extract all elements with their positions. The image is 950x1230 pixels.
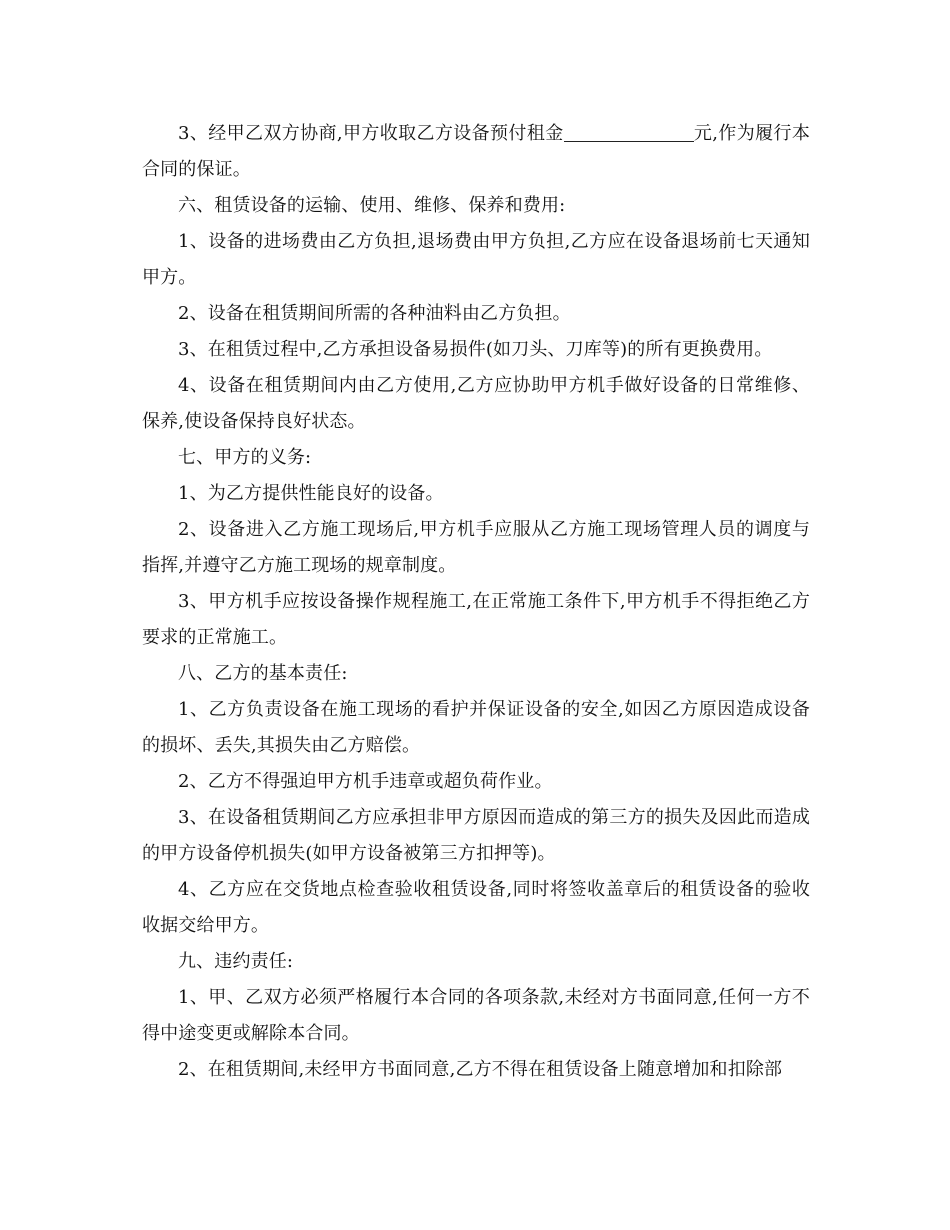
- paragraph: 2、设备进入乙方施工现场后,甲方机手应服从乙方施工现场管理人员的调度与指挥,并遵守乙方施工现场的规章制度。: [142, 519, 810, 576]
- paragraph: 3、甲方机手应按设备操作规程施工,在正常施工条件下,甲方机手不得拒绝乙方要求的正常施工。: [142, 591, 810, 648]
- paragraph-text-pre: 3、经甲乙双方协商,甲方收取乙方设备预付租金: [178, 123, 564, 144]
- paragraph: 4、乙方应在交货地点检查验收租赁设备,同时将签收盖章后的租赁设备的验收收据交给甲方。: [142, 879, 810, 936]
- paragraph: 2、设备在租赁期间所需的各种油料由乙方负担。: [178, 303, 571, 324]
- paragraph: 3、在设备租赁期间乙方应承担非甲方原因而造成的第三方的损失及因此而造成的甲方设备停机损失(如甲方设备被第三方扣押等)。: [142, 807, 810, 864]
- paragraph: 4、设备在租赁期间内由乙方使用,乙方应协助甲方机手做好设备的日常维修、保养,使设备保持良好状态。: [142, 375, 810, 432]
- section-heading-party-b-responsibilities: 八、乙方的基本责任:: [178, 663, 348, 684]
- paragraph: 1、甲、乙双方必须严格履行本合同的各项条款,未经对方书面同意,任何一方不得中途变更或解除本合同。: [142, 987, 810, 1044]
- section-heading-party-a-obligations: 七、甲方的义务:: [178, 447, 312, 468]
- paragraph: 1、设备的进场费由乙方负担,退场费由甲方负担,乙方应在设备退场前七天通知甲方。: [142, 231, 810, 288]
- section-heading-transport: 六、租赁设备的运输、使用、维修、保养和费用:: [178, 195, 566, 216]
- paragraph-text-post: 元,作为履行本合同的保证。: [142, 123, 810, 180]
- document-body: [142, 116, 810, 1088]
- section-heading-breach-liability: 九、违约责任:: [178, 951, 294, 972]
- paragraph-prepaid-rent: [142, 116, 810, 188]
- paragraph: 2、乙方不得强迫甲方机手违章或超负荷作业。: [178, 771, 553, 792]
- paragraph: 3、在租赁过程中,乙方承担设备易损件(如刀头、刀库等)的所有更换费用。: [178, 339, 773, 360]
- paragraph: 1、乙方负责设备在施工现场的看护并保证设备的安全,如因乙方原因造成设备的损坏、丢失,其损失由乙方赔偿。: [142, 699, 810, 756]
- paragraph: 1、为乙方提供性能良好的设备。: [178, 483, 444, 504]
- paragraph: 2、在租赁期间,未经甲方书面同意,乙方不得在租赁设备上随意增加和扣除部: [178, 1059, 783, 1080]
- blank-underline-field: [564, 123, 694, 142]
